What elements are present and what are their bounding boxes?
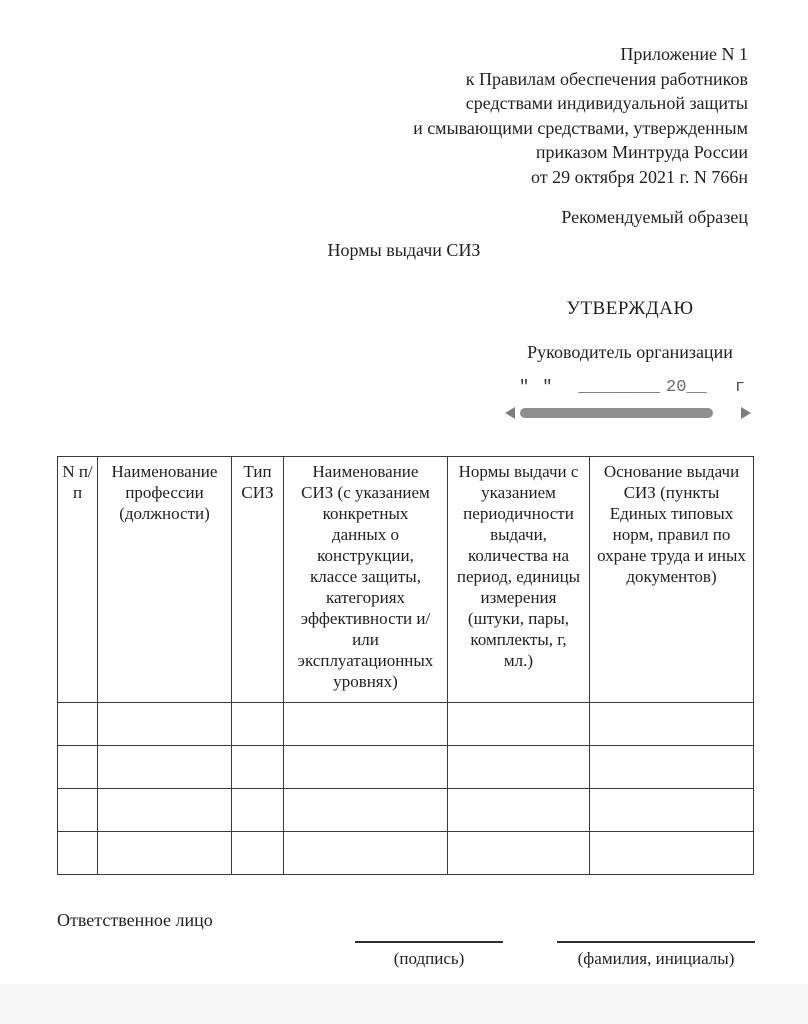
horizontal-scrollbar[interactable] bbox=[503, 405, 753, 421]
date-year-prefix: 20 bbox=[666, 378, 687, 397]
empty-cell bbox=[448, 746, 590, 789]
empty-cell bbox=[232, 703, 284, 746]
empty-cell bbox=[284, 789, 448, 832]
appendix-line: к Правилам обеспечения работников bbox=[465, 68, 748, 89]
col-header-number: N п/п bbox=[58, 457, 98, 703]
scrollbar-left-arrow-icon[interactable] bbox=[505, 407, 515, 419]
approver-role-label: Руководитель организации bbox=[527, 342, 733, 362]
col-header-issue-basis: Основание выдачи СИЗ (пункты Единых типовых норм, правил по охране труда и иных документов) bbox=[590, 457, 754, 703]
col-header-siz-type: Тип СИЗ bbox=[232, 457, 284, 703]
empty-cell bbox=[448, 789, 590, 832]
col-header-issue-norms: Нормы выдачи с указанием периодичности выдачи, количества на период, единицы измерения (штуки, пары, комплекты, г, мл.) bbox=[448, 457, 590, 703]
scrollbar-right-arrow-icon[interactable] bbox=[741, 407, 751, 419]
empty-cell bbox=[590, 746, 754, 789]
empty-cell bbox=[98, 703, 232, 746]
sample-note: Рекомендуемый образец bbox=[561, 207, 748, 227]
signature-line bbox=[355, 941, 503, 943]
appendix-line: и смывающими средствами, утвержденным bbox=[413, 117, 748, 138]
empty-cell bbox=[232, 832, 284, 875]
empty-cell bbox=[448, 703, 590, 746]
approval-date-line bbox=[519, 377, 764, 399]
empty-cell bbox=[98, 746, 232, 789]
table-row bbox=[58, 832, 754, 875]
date-year-blank: __ bbox=[686, 378, 707, 397]
approve-label: УТВЕРЖДАЮ bbox=[566, 298, 694, 319]
appendix-line: средствами индивидуальной защиты bbox=[465, 93, 748, 114]
document-title: Нормы выдачи СИЗ bbox=[327, 240, 481, 260]
responsible-person-label: Ответственное лицо bbox=[57, 910, 213, 930]
table-row bbox=[58, 703, 754, 746]
empty-cell bbox=[590, 703, 754, 746]
scrollbar-thumb[interactable] bbox=[520, 408, 713, 418]
table-row bbox=[58, 746, 754, 789]
empty-cell bbox=[58, 832, 98, 875]
empty-cell bbox=[284, 703, 448, 746]
empty-cell bbox=[58, 746, 98, 789]
date-open-quote: " bbox=[519, 378, 530, 397]
col-header-siz-name: Наименование СИЗ (с указанием конкретных данных о конструкции, классе защиты, категориях эффективности и/или эксплуатационных уровнях) bbox=[284, 457, 448, 703]
empty-cell bbox=[284, 832, 448, 875]
empty-cell bbox=[98, 832, 232, 875]
page-bottom-strip bbox=[0, 984, 808, 1024]
empty-cell bbox=[58, 703, 98, 746]
col-header-profession: Наименование профессии (должности) bbox=[98, 457, 232, 703]
date-era-suffix: г bbox=[734, 378, 746, 397]
name-caption: (фамилия, инициалы) bbox=[577, 949, 735, 968]
table-row bbox=[58, 789, 754, 832]
empty-cell bbox=[284, 746, 448, 789]
date-close-quote: " bbox=[542, 378, 553, 397]
appendix-block bbox=[413, 42, 748, 190]
empty-cell bbox=[448, 832, 590, 875]
date-month-blank: ________ bbox=[578, 378, 661, 397]
empty-cell bbox=[98, 789, 232, 832]
name-line bbox=[557, 941, 755, 943]
signature-caption: (подпись) bbox=[393, 949, 465, 968]
empty-cell bbox=[590, 832, 754, 875]
appendix-line: Приложение N 1 bbox=[620, 44, 748, 64]
name-block bbox=[557, 941, 755, 970]
empty-cell bbox=[590, 789, 754, 832]
empty-cell bbox=[232, 789, 284, 832]
table-header-row bbox=[58, 457, 754, 703]
empty-cell bbox=[58, 789, 98, 832]
appendix-line: приказом Минтруда России bbox=[535, 142, 748, 163]
empty-cell bbox=[232, 746, 284, 789]
signature-block bbox=[355, 941, 503, 970]
appendix-line: от 29 октября 2021 г. N 766н bbox=[531, 166, 748, 187]
siz-norms-table bbox=[57, 456, 754, 875]
